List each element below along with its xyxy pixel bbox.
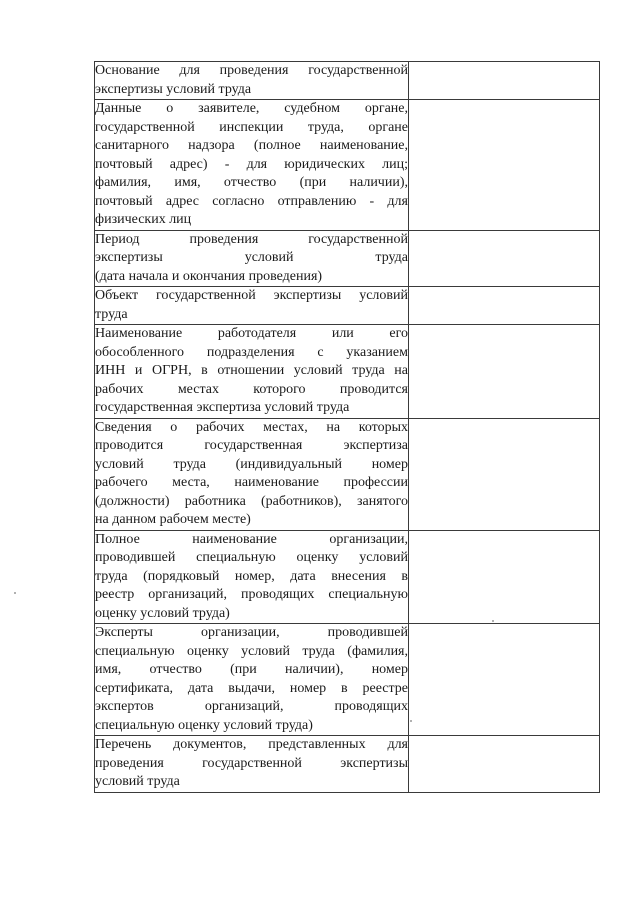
form-row (95, 62, 600, 100)
field-label-line: проводившей специальную оценку условий (95, 550, 408, 565)
field-label-line: проводится государственная экспертиза (95, 438, 408, 453)
field-label-cell (95, 230, 409, 287)
scan-speck (492, 620, 494, 622)
field-label-line: экспертизы условий труда (95, 250, 408, 265)
field-label-line: труда (порядковый номер, дата внесения в (95, 568, 408, 584)
field-label-line: рабочих местах которого проводится (95, 381, 408, 397)
field-label-line: Период проведения государственной (95, 231, 408, 247)
form-row (95, 624, 600, 736)
field-label-line: реестр организаций, проводящих специальную (95, 587, 408, 602)
field-label-line: оценку условий труда) (95, 605, 230, 621)
field-value-cell[interactable] (409, 530, 600, 624)
field-label-line: почтовый адрес) - для юридических лиц; (95, 156, 408, 172)
field-label-line: Наименование работодателя или его (95, 326, 408, 341)
field-label-cell (95, 325, 409, 419)
field-value-cell[interactable] (409, 230, 600, 287)
field-label-line: (дата начала и окончания проведения) (95, 268, 323, 284)
field-value-cell[interactable] (409, 287, 600, 325)
field-value-cell[interactable] (409, 100, 600, 231)
field-label-line: имя, отчество (при наличии), номер (95, 662, 408, 677)
scan-speck (14, 592, 16, 594)
field-value-cell[interactable] (409, 62, 600, 100)
field-label-line: проведения государственной экспертизы (95, 755, 408, 771)
field-value-cell[interactable] (409, 418, 600, 530)
field-label-line: фамилия, имя, отчество (при наличии), (95, 175, 408, 190)
field-label-line: Эксперты организации, проводившей (95, 625, 408, 640)
field-label-line: Перечень документов, представленных для (95, 737, 408, 752)
field-label-line: сертификата, дата выдачи, номер в реестре (95, 680, 408, 696)
field-label-line: Данные о заявителе, судебном органе, (95, 101, 408, 116)
field-label-line: условий труда (95, 774, 180, 789)
field-value-cell[interactable] (409, 736, 600, 793)
field-label-cell (95, 62, 409, 100)
field-label-line: государственная экспертиза условий труда (95, 400, 350, 415)
field-label-line: специальную оценку условий труда (фамилия, (95, 643, 408, 659)
form-row (95, 418, 600, 530)
field-label-line: Объект государственной экспертизы условий (95, 288, 408, 303)
field-label-line: экспертов организаций, проводящих (95, 699, 408, 714)
field-label-cell (95, 418, 409, 530)
field-label-line: (должности) работника (работников), занятого (95, 493, 408, 509)
field-label-line: на данном рабочем месте) (95, 512, 251, 527)
field-label-line: труда (95, 306, 128, 322)
field-label-line: физических лиц (95, 212, 192, 227)
field-label-line: специальную оценку условий труда) (95, 717, 313, 733)
form-row (95, 736, 600, 793)
scan-speck (410, 720, 412, 722)
field-label-line: обособленного подразделения с указанием (95, 344, 408, 360)
field-label-cell (95, 624, 409, 736)
field-label-cell (95, 736, 409, 793)
field-label-line: почтовый адрес согласно отправлению - для (95, 193, 408, 209)
field-label-line: Сведения о рабочих местах, на которых (95, 419, 408, 435)
field-label-cell (95, 287, 409, 325)
form-row (95, 287, 600, 325)
field-label-line: Основание для проведения государственной (95, 63, 408, 78)
form-row (95, 230, 600, 287)
field-label-line: ИНН и ОГРН, в отношении условий труда на (95, 363, 408, 378)
form-table-body (95, 62, 600, 793)
field-label-cell (95, 530, 409, 624)
form-row (95, 530, 600, 624)
field-label-line: экспертизы условий труда (95, 81, 252, 97)
field-label-cell (95, 100, 409, 231)
expertise-form-table (94, 61, 600, 793)
form-row (95, 325, 600, 419)
field-value-cell[interactable] (409, 624, 600, 736)
field-label-line: условий труда (индивидуальный номер (95, 456, 408, 472)
field-label-line: рабочего места, наименование профессии (95, 475, 408, 490)
field-value-cell[interactable] (409, 325, 600, 419)
field-label-line: Полное наименование организации, (95, 531, 408, 547)
field-label-line: государственной инспекции труда, органе (95, 119, 408, 135)
form-row (95, 100, 600, 231)
field-label-line: санитарного надзора (полное наименование, (95, 138, 408, 153)
